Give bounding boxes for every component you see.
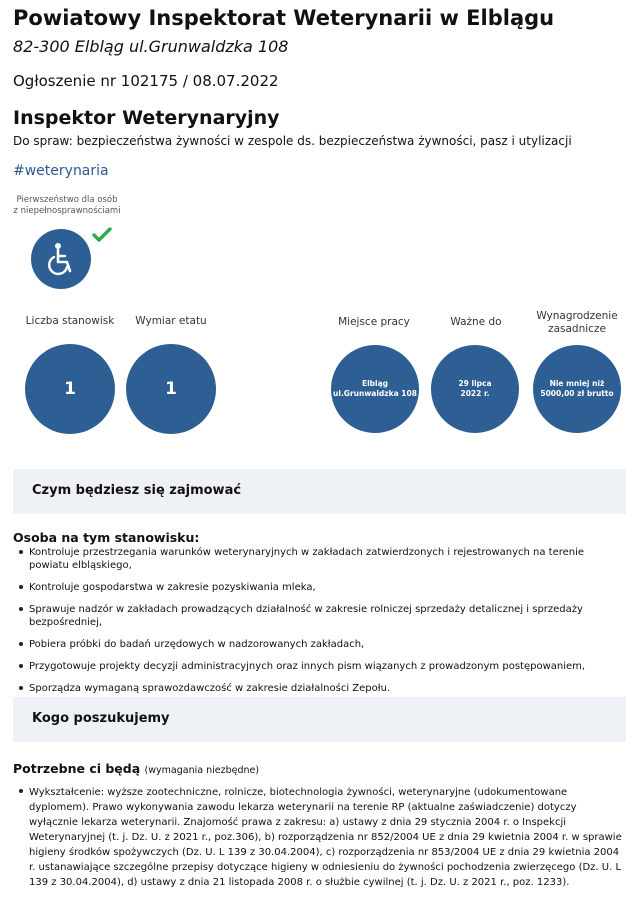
list-item: Kontroluje gospodarstwa w zakresie pozyskiwania mleka, xyxy=(13,581,626,594)
wheelchair-icon xyxy=(31,229,91,289)
list-item: Sporządza wymaganą sprawozdawczość w zakresie działalności Zepołu. xyxy=(13,682,626,695)
duties-section-header xyxy=(13,469,626,514)
valid-until-value: 29 lipca 2022 r. xyxy=(431,345,519,433)
positions-value: 1 xyxy=(25,344,115,434)
list-item: Sprawuje nadzór w zakładach prowadzących działalność w zakresie rolniczej sprzedaży detalicznej i sprzedaży bezpośredniej, xyxy=(13,603,626,629)
requirements-list xyxy=(13,785,626,890)
duties-subheading: Osoba na tym stanowisku: xyxy=(13,530,200,545)
job-department: Do spraw: bezpieczeństwa żywności w zespole ds. bezpieczeństwa żywności, pasz i utylizacji xyxy=(13,134,572,148)
requirements-heading: Kogo poszukujemy xyxy=(32,711,170,726)
list-item: Wykształcenie: wyższe zootechniczne, rolnicze, biotechnologia żywności, weterynaryjne (udokumentowane dyplomem). Prawo wykonywania zawodu lekarza weterynarii na terenie RP (aktualne zaświadczenie) dotyczy wyłącznie lekarza weterynarii. Znajomość prawa z zakresu: a) ustawy z dnia 29 stycznia 2004 r. o Inspekcji Weterynaryjnej (t. j. Dz. U. z 2021 r., poz.306), b) rozporządzenia nr 852/2004 UE z dnia 29 kwietnia 2004 r. w sprawie higieny środków spożywczych (Dz. U. L 139 z 30.04.2004), c) rozporządzenia nr 853/2004 UE z dnia 29 kwietnia 2004 r. ustanawiające szczególne przepisy dotyczące higieny w odniesieniu do żywności pochodzenia zwierzęcego (Dz. U. L 139 z 30.04.2004), d) ustawy z dnia 21 listopada 2008 r. o służbie cywilnej (t. j. Dz. U. z 2021 r., poz. 1233). xyxy=(13,785,626,890)
list-item: Kontroluje przestrzegania warunków weterynaryjnych w zakładach zatwierdzonych i rejestrowanych na terenie powiatu elbląskiego, xyxy=(13,546,626,572)
list-item: Przygotowuje projekty decyzji administracyjnych oraz innych pism wiązanych z prowadzonym postępowaniem, xyxy=(13,660,626,673)
page-title: Powiatowy Inspektorat Weterynarii w Elblągu xyxy=(13,6,555,30)
list-item: Pobiera próbki do badań urzędowych w nadzorowanych zakładach, xyxy=(13,638,626,651)
duties-heading: Czym będziesz się zajmować xyxy=(32,483,242,498)
job-title: Inspektor Weterynaryjny xyxy=(13,107,280,129)
priority-label: Pierwszeństwo dla osób z niepełnosprawnościami xyxy=(13,195,121,216)
duties-list xyxy=(13,546,626,704)
checkmark-icon xyxy=(92,226,112,244)
workplace-value: Elbląg ul.Grunwaldzka 108 xyxy=(331,345,419,433)
valid-until-label: Ważne do xyxy=(450,316,502,328)
requirements-section-header xyxy=(13,697,626,742)
job-tag-link[interactable]: #weterynaria xyxy=(13,163,109,179)
requirements-subheading-note: (wymagania niezbędne) xyxy=(144,765,260,776)
requirements-subheading xyxy=(13,761,259,776)
announcement-number: Ogłoszenie nr 102175 / 08.07.2022 xyxy=(13,72,279,90)
positions-label: Liczba stanowisk xyxy=(25,315,115,327)
wheelchair-badge xyxy=(31,229,91,289)
workload-label: Wymiar etatu xyxy=(135,315,207,327)
employer-address: 82-300 Elbląg ul.Grunwaldzka 108 xyxy=(13,37,289,56)
salary-value: Nie mniej niż 5000,00 zł brutto xyxy=(533,345,621,433)
salary-label: Wynagrodzenie zasadnicze xyxy=(536,310,618,335)
requirements-subheading-text: Potrzebne ci będą xyxy=(13,761,141,776)
workload-value: 1 xyxy=(126,344,216,434)
workplace-label: Miejsce pracy xyxy=(338,316,410,328)
